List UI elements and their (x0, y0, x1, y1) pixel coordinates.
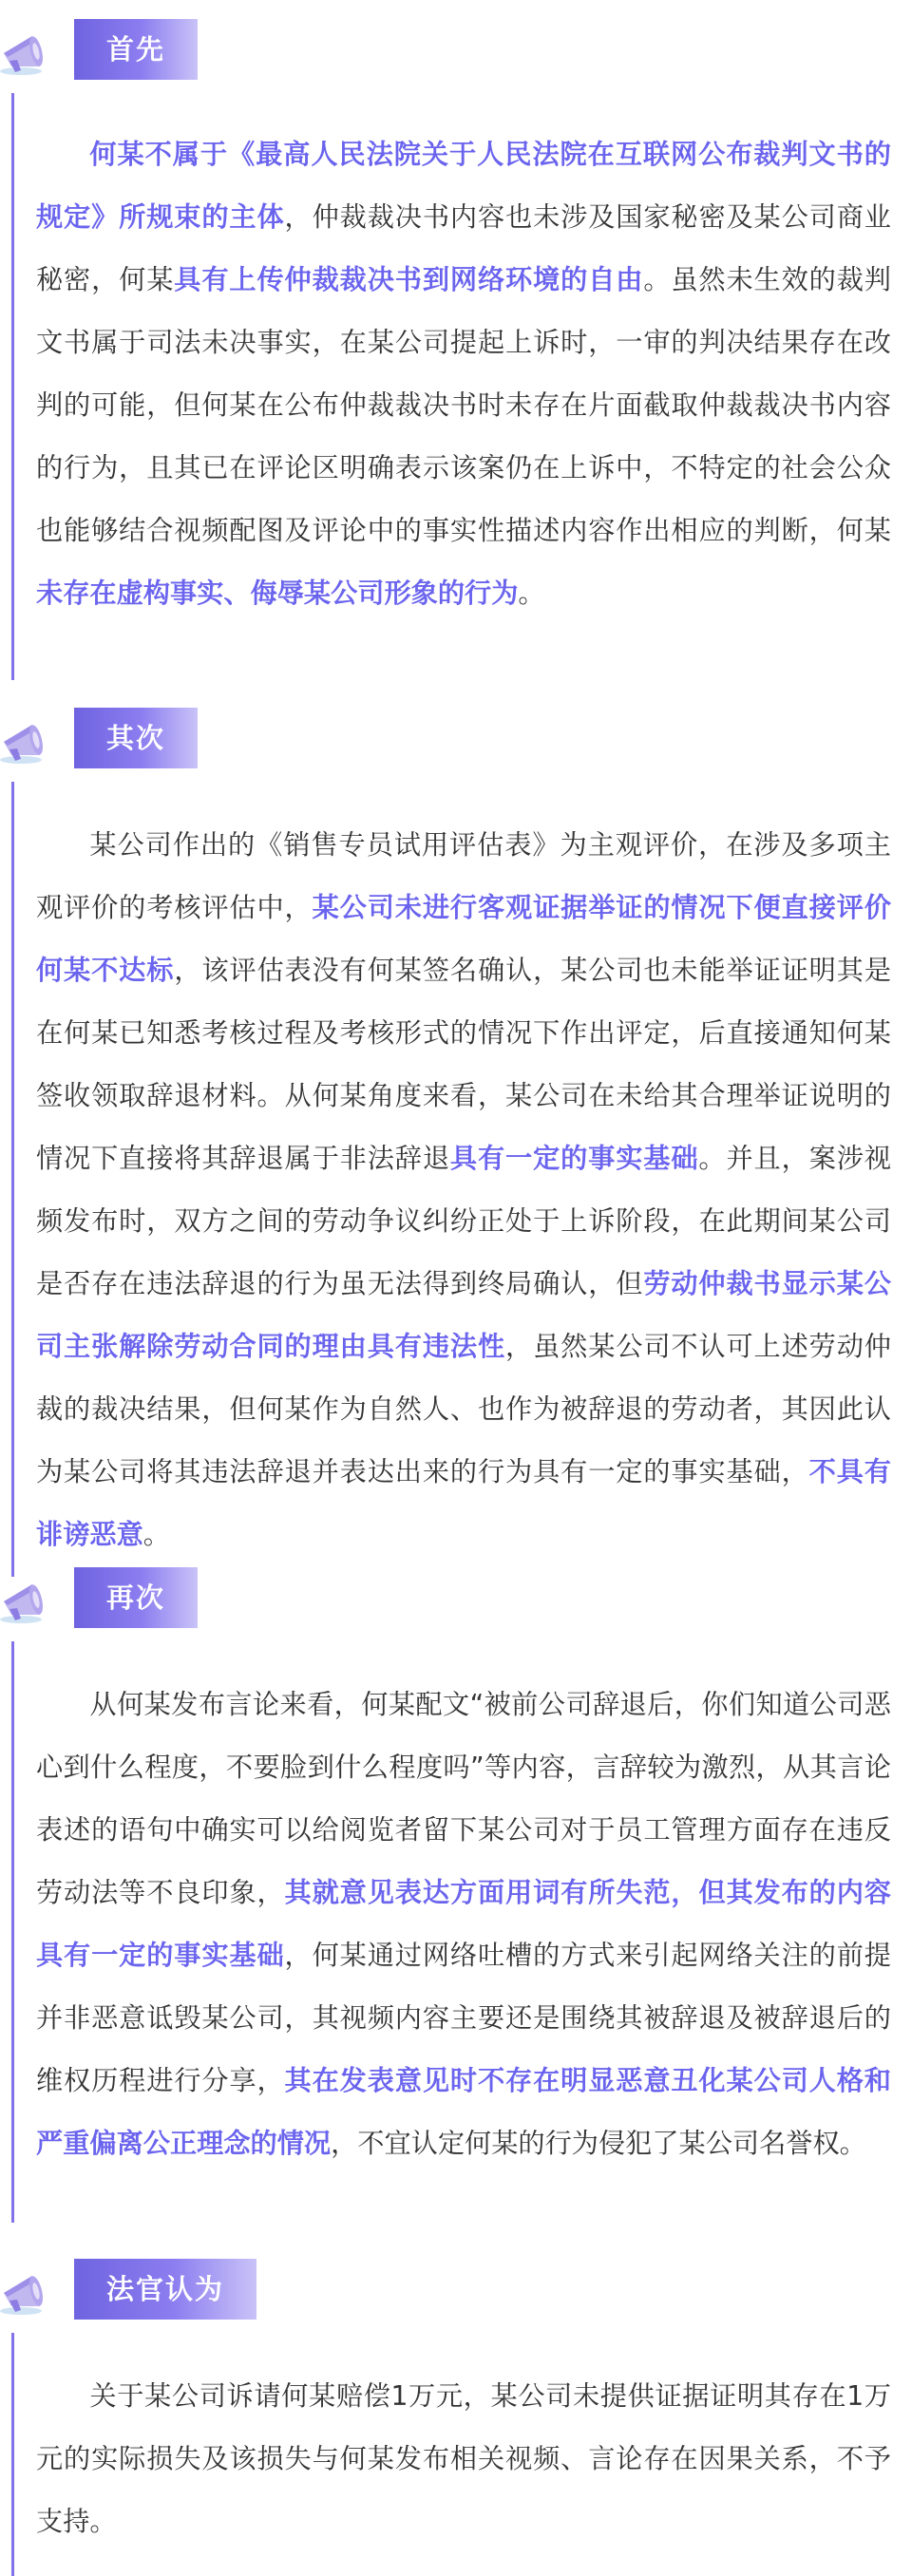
body-text: ，该评估表没有何某签名确认，某公司也未能举证证明其是在何某已知悉考核过程及考核形式的情况下作出评定，后直接通知何某签收领取辞退材料。从何某角度来看，某公司在未给其合理举证说明的情况下直接将其辞退属于非法辞退 (36, 955, 891, 1174)
megaphone-icon (0, 2268, 53, 2318)
section-title: 法官认为 (74, 2259, 256, 2320)
highlight-text: 其在发表意见时不存在明显恶意丑化某公司人格和严重偏离公正理念的情况 (36, 2065, 891, 2159)
section-first (0, 19, 912, 609)
section-header (0, 1567, 912, 1628)
section-paragraph (36, 1674, 891, 2175)
body-text: 。 (518, 578, 545, 609)
megaphone-icon (0, 28, 53, 78)
body-text: 。并且，案涉视频发布时，双方之间的劳动争议纠纷正处于上诉阶段，在此期间某公司是否存在违法辞退的行为虽无法得到终局确认，但 (36, 1143, 891, 1299)
megaphone-icon (0, 1577, 53, 1626)
section-header (0, 19, 912, 80)
highlight-text: 具有上传仲裁裁决书到网络环境的自由 (174, 264, 644, 295)
section-title: 再次 (74, 1567, 198, 1628)
section-second (0, 708, 912, 1550)
section-paragraph (36, 814, 891, 1566)
section-title: 首先 (74, 19, 198, 80)
body-text: 。虽然未生效的裁判文书属于司法未决事实，在某公司提起上诉时，一审的判决结果存在改判的可能，但何某在公布仲裁裁决书时未存在片面截取仲裁裁决书内容的行为，且其已在评论区明确表示该案仍在上诉中，不特定的社会公众也能够结合视频配图及评论中的事实性描述内容作出相应的判断，何某 (36, 264, 891, 546)
highlight-text: 其就意见表达方面用词有所失范，但其发布的内容具有一定的事实基础 (36, 1877, 891, 1971)
body-text: 从何某发布言论来看，何某配文“被前公司辞退后，你们知道公司恶心到什么程度，不要脸到什么程度吗”等内容，言辞较为激烈，从其言论表述的语句中确实可以给阅览者留下某公司对于员工管理方面存在违反劳动法等不良印象， (36, 1689, 891, 1908)
body-text: ，仲裁裁决书内容也未涉及国家秘密及某公司商业秘密，何某 (36, 201, 891, 295)
body-text: 某公司作出的《销售专员试用评估表》为主观评价，在涉及多项主观评价的考核评估中， (36, 829, 891, 923)
vertical-divider (11, 782, 14, 1577)
highlight-text: 不具有诽谤恶意 (36, 1456, 891, 1550)
section-paragraph (36, 123, 891, 625)
highlight-text: 何某不属于《最高人民法院关于人民法院在互联网公布裁判文书的规定》所规束的主体 (36, 139, 891, 233)
section-header (0, 708, 912, 768)
section-judge-opinion (0, 2259, 912, 2537)
body-text: ，不宜认定何某的行为侵犯了某公司名誉权。 (331, 2128, 866, 2159)
highlight-text: 具有一定的事实基础 (449, 1143, 699, 1174)
section-third (0, 1567, 912, 2159)
vertical-divider (11, 1641, 14, 2223)
highlight-text: 劳动仲裁书显示某公司主张解除劳动合同的理由具有违法性 (36, 1268, 891, 1362)
megaphone-icon (0, 717, 53, 767)
vertical-divider (11, 93, 14, 680)
highlight-text: 未存在虚构事实、侮辱某公司形象的行为 (36, 578, 519, 609)
section-title: 其次 (74, 708, 198, 768)
body-text: ，虽然某公司不认可上述劳动仲裁的裁决结果，但何某作为自然人、也作为被辞退的劳动者，其因此认为某公司将其违法辞退并表达出来的行为具有一定的事实基础， (36, 1331, 891, 1487)
vertical-divider (11, 2333, 14, 2576)
body-text: 。 (142, 1519, 170, 1550)
body-text: 关于某公司诉请何某赔偿1万元，某公司未提供证据证明其存在1万元的实际损失及该损失与何某发布相关视频、言论存在因果关系，不予支持。 (36, 2380, 891, 2537)
body-text: ，何某通过网络吐槽的方式来引起网络关注的前提并非恶意诋毁某公司，其视频内容主要还是围绕其被辞退及被辞退后的维权历程进行分享， (36, 1940, 891, 2096)
highlight-text: 某公司未进行客观证据举证的情况下便直接评价何某不达标 (36, 892, 891, 986)
section-header (0, 2259, 912, 2320)
section-paragraph (36, 2365, 891, 2553)
